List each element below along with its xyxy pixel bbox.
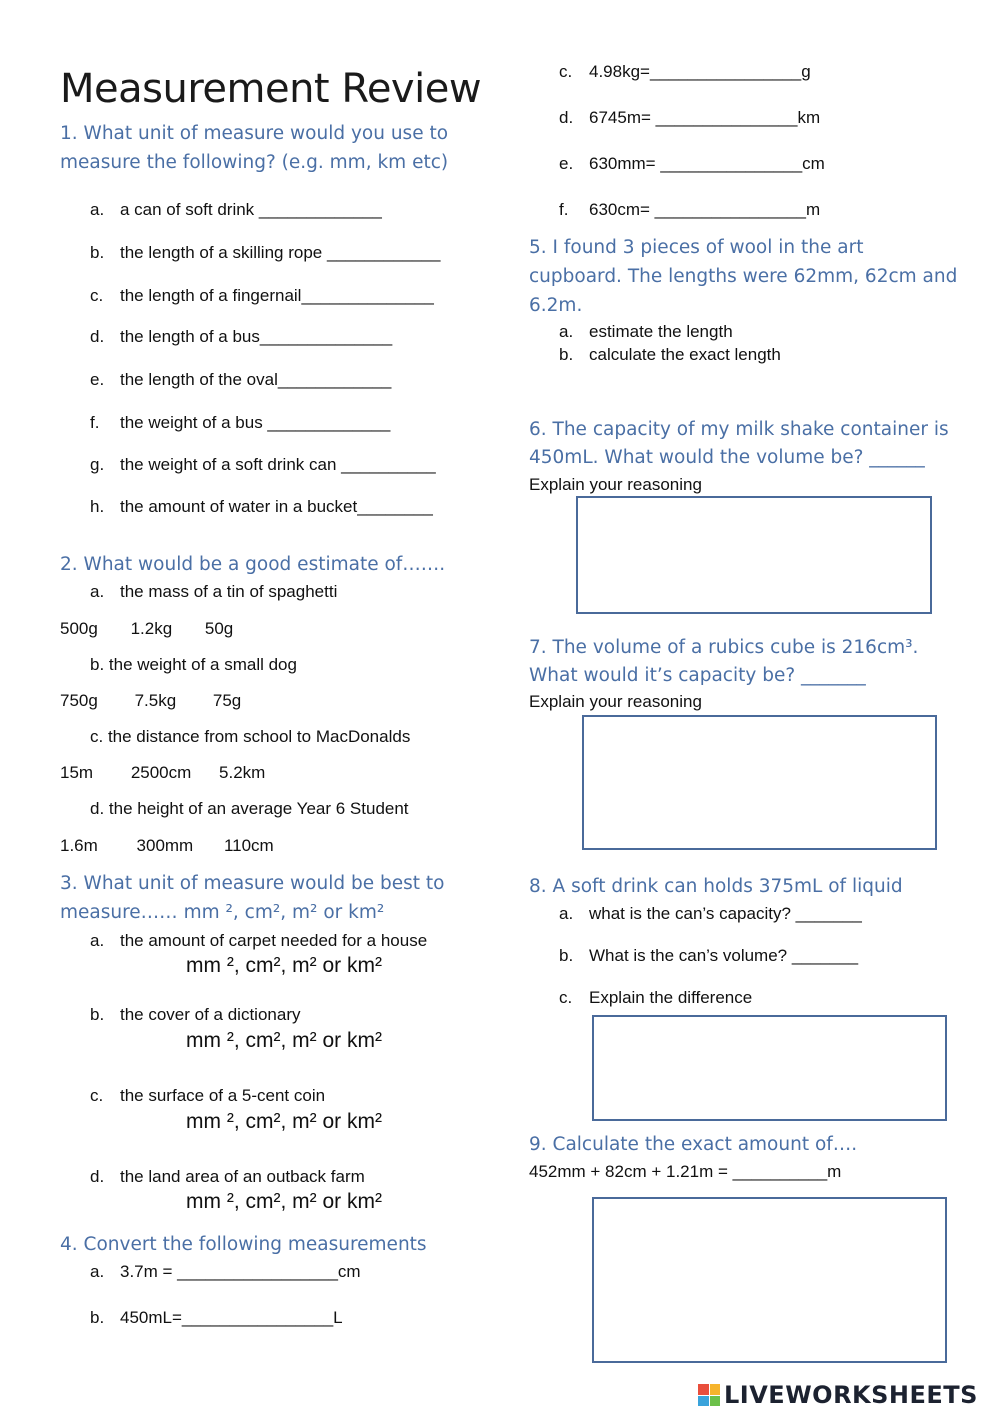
q1-item-text: the length of a bus______________ — [120, 327, 393, 346]
q1-item: g. the weight of a soft drink can __________ — [90, 455, 436, 474]
q2-b: b. the weight of a small dog — [90, 655, 297, 674]
option: 300mm — [136, 836, 194, 855]
q3-options: mm ², cm², m² or km² — [186, 1110, 382, 1133]
q2-a-options — [60, 619, 233, 639]
q7-heading-line1: 7. The volume of a rubics cube is 216cm³. — [529, 637, 919, 658]
q1-item: a. a can of soft drink _____________ — [90, 200, 382, 219]
logo-text: LIVEWORKSHEETS — [724, 1381, 978, 1409]
q1-item-text: the weight of a soft drink can __________ — [120, 455, 436, 474]
q5-item: b. calculate the exact length — [559, 345, 781, 364]
liveworksheets-logo[interactable] — [698, 1378, 978, 1412]
q4-item: e. 630mm= _______________cm — [559, 154, 825, 173]
q4-heading: 4. Convert the following measurements — [60, 1234, 427, 1255]
q3-options: mm ², cm², m² or km² — [186, 1190, 382, 1213]
q3-options: mm ², cm², m² or km² — [186, 954, 382, 977]
q1-item: d. the length of a bus______________ — [90, 327, 393, 346]
option: 50g — [204, 619, 234, 638]
option: 110cm — [223, 836, 274, 855]
q8-item: b. What is the can’s volume? _______ — [559, 946, 859, 965]
liveworksheets-logo-icon — [698, 1384, 720, 1406]
q4-item: f. 630cm= ________________m — [559, 200, 821, 219]
q1-item: c. the length of a fingernail______________ — [90, 286, 434, 305]
option: 750g — [60, 691, 98, 710]
q2-b-options — [60, 691, 241, 711]
q3-options: mm ², cm², m² or km² — [186, 1029, 382, 1052]
page-title: Measurement Review — [60, 66, 482, 112]
q8-answer-box[interactable] — [592, 1015, 947, 1121]
option: 75g — [212, 691, 242, 710]
q2-c-options — [60, 763, 265, 783]
q9-equation: 452mm + 82cm + 1.21m = __________m — [529, 1162, 842, 1181]
q2-d-options — [60, 836, 274, 856]
option: 7.5kg — [134, 691, 177, 710]
q5-item: a. estimate the length — [559, 322, 733, 341]
q3-item: d. the land area of an outback farm — [90, 1167, 365, 1186]
q4-item: c. 4.98kg=________________g — [559, 62, 811, 81]
q8-heading: 8. A soft drink can holds 375mL of liquid — [529, 876, 903, 897]
q4-item: a. 3.7m = _________________cm — [90, 1262, 361, 1281]
q5-heading-line1: 5. I found 3 pieces of wool in the art — [529, 237, 864, 258]
q6-explain: Explain your reasoning — [529, 475, 702, 494]
q1-item-text: the length of a fingernail______________ — [120, 286, 434, 305]
q8-item: c. Explain the difference — [559, 988, 753, 1007]
q2-d: d. the height of an average Year 6 Student — [90, 799, 409, 818]
q1-item-text: the amount of water in a bucket________ — [120, 497, 433, 516]
option: 5.2km — [219, 763, 266, 782]
q1-item-text: the length of a skilling rope ____________ — [120, 243, 441, 262]
q3-heading-line1: 3. What unit of measure would be best to — [60, 873, 445, 894]
q2-c: c. the distance from school to MacDonalds — [90, 727, 411, 746]
q1-item: f. the weight of a bus _____________ — [90, 413, 391, 432]
q7-explain: Explain your reasoning — [529, 692, 702, 711]
q6-answer-box[interactable] — [576, 496, 932, 614]
q3-heading-line2: measure…… mm ², cm², m² or km² — [60, 902, 385, 923]
q4-item: b. 450mL=________________L — [90, 1308, 343, 1327]
option: 15m — [60, 763, 94, 782]
q1-item-text: a can of soft drink _____________ — [120, 200, 382, 219]
q5-heading-line3: 6.2m. — [529, 295, 583, 316]
q1-heading-line2: measure the following? (e.g. mm, km etc) — [60, 152, 449, 173]
q2-a: a. the mass of a tin of spaghetti — [90, 582, 338, 601]
option: 2500cm — [130, 763, 192, 782]
option: 1.6m — [60, 836, 98, 855]
option: 500g — [60, 619, 98, 638]
q3-item: b. the cover of a dictionary — [90, 1005, 301, 1024]
q5-heading-line2: cupboard. The lengths were 62mm, 62cm and — [529, 266, 958, 287]
q1-item: b. the length of a skilling rope ____________ — [90, 243, 441, 262]
q6-heading-line1: 6. The capacity of my milk shake container is — [529, 419, 949, 440]
q1-item-text: the weight of a bus _____________ — [120, 413, 391, 432]
q2-heading: 2. What would be a good estimate of……. — [60, 554, 446, 575]
q1-item: e. the length of the oval____________ — [90, 370, 392, 389]
q3-item: c. the surface of a 5-cent coin — [90, 1086, 326, 1105]
q6-heading-line2: 450mL. What would the volume be? ______ — [529, 447, 925, 468]
q3-item: a. the amount of carpet needed for a house — [90, 931, 428, 950]
q9-answer-box[interactable] — [592, 1197, 947, 1363]
q9-heading: 9. Calculate the exact amount of…. — [529, 1134, 858, 1155]
q8-item: a. what is the can’s capacity? _______ — [559, 904, 862, 923]
q1-item-text: the length of the oval____________ — [120, 370, 392, 389]
q7-heading-line2: What would it’s capacity be? _______ — [529, 665, 866, 686]
option: 1.2kg — [130, 619, 173, 638]
q1-item: h. the amount of water in a bucket________ — [90, 497, 433, 516]
q4-item: d. 6745m= _______________km — [559, 108, 821, 127]
q7-answer-box[interactable] — [582, 715, 937, 850]
q1-heading-line1: 1. What unit of measure would you use to — [60, 123, 449, 144]
